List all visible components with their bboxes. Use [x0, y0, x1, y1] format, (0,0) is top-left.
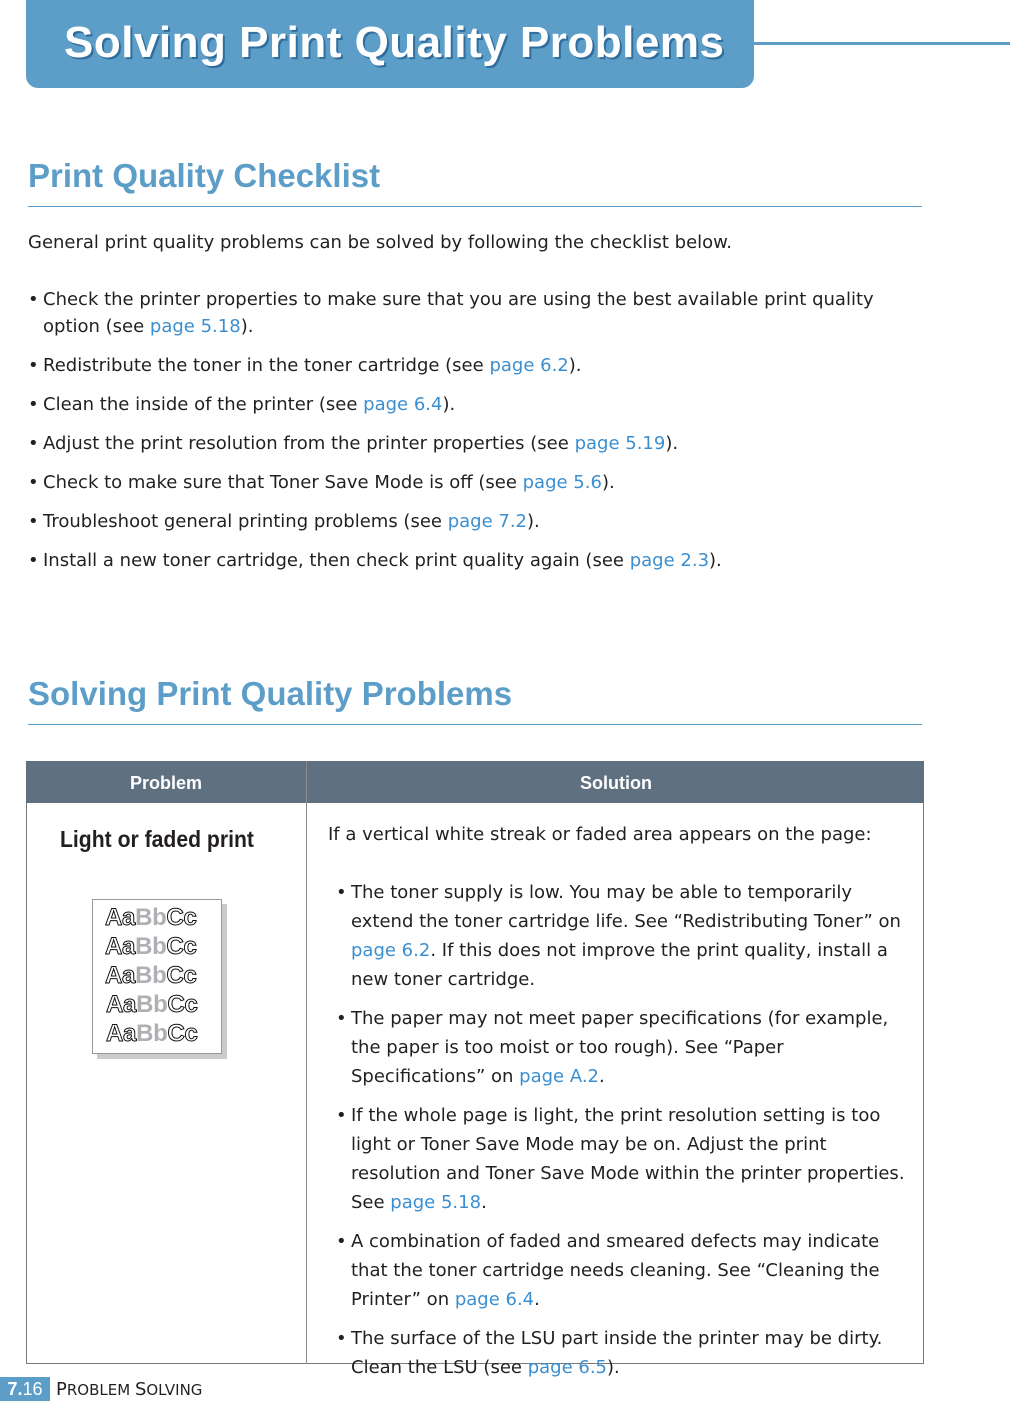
checklist-intro: General print quality problems can be solved by following the checklist below. [28, 232, 732, 253]
page-link[interactable]: page 2.3 [629, 550, 710, 571]
column-divider [306, 761, 307, 1364]
solution-item: • The surface of the LSU part inside the printer may be dirty. Clean the LSU (see page 6.5). [336, 1324, 916, 1382]
page-link[interactable]: page 6.4 [454, 1289, 535, 1310]
sample-line: AaBbCc [105, 933, 197, 960]
solution-item: • The toner supply is low. You may be able to temporarily extend the toner cartridge life. See “Redistributing Toner” on page 6.2. If this does not improve the print quality, install a new toner cartridge. [336, 878, 916, 994]
sample-line: AaBbCc [106, 991, 198, 1018]
solution-item: • A combination of faded and smeared defects may indicate that the toner cartridge needs cleaning. See “Cleaning the Printer” on page 6.4. [336, 1227, 916, 1314]
problems-rule [28, 724, 922, 725]
page-link[interactable]: page A.2 [519, 1066, 599, 1087]
sample-line: AaBbCc [105, 962, 197, 989]
checklist-item: • Troubleshoot general printing problems (see page 7.2). [28, 508, 918, 535]
problem-label: Light or faded print [60, 826, 254, 852]
page-link[interactable]: page 6.2 [351, 940, 431, 961]
sample-line: AaBbCc [106, 1020, 198, 1047]
column-header-problem: Problem [129, 773, 203, 793]
table-header [26, 761, 924, 803]
page-link[interactable]: page 5.18 [149, 316, 241, 337]
checklist-item: • Check to make sure that Toner Save Mode is off (see page 5.6). [28, 469, 918, 496]
solution-intro: If a vertical white streak or faded area appears on the page: [328, 824, 872, 845]
solution-item: • The paper may not meet paper specifications (for example, the paper is too moist or too rough). See “Paper Specifications” on page A.2. [336, 1004, 916, 1091]
checklist-heading: Print Quality Checklist [28, 157, 381, 194]
checklist-item: • Adjust the print resolution from the printer properties (see page 5.19). [28, 430, 918, 457]
chapter-name: PROBLEM SOLVING [56, 1379, 203, 1400]
checklist-rule [28, 206, 922, 207]
page-link[interactable]: page 6.5 [527, 1357, 607, 1378]
sample-page [92, 899, 222, 1054]
checklist-item: • Install a new toner cartridge, then check print quality again (see page 2.3). [28, 547, 918, 574]
solution-item: • If the whole page is light, the print resolution setting is too light or Toner Save Mode may be on. Adjust the print resolution and Toner Save Mode within the printer properties. See page 5.18. [336, 1101, 916, 1217]
page-link[interactable]: page 7.2 [447, 511, 528, 532]
sample-line: AaBbCc [105, 904, 197, 931]
checklist [28, 286, 918, 586]
checklist-item: • Check the printer properties to make sure that you are using the best available print quality option (see page 5.18). [28, 286, 918, 340]
page-title: Solving Print Quality Problems [64, 18, 725, 67]
checklist-item: • Redistribute the toner in the toner cartridge (see page 6.2). [28, 352, 918, 379]
problems-heading: Solving Print Quality Problems [28, 675, 513, 712]
faded-print-sample [92, 899, 227, 1059]
page-link[interactable]: page 5.19 [574, 433, 666, 454]
solution-list [336, 878, 916, 1392]
page-number: 7.16 [0, 1377, 50, 1401]
column-header-solution: Solution [580, 773, 652, 793]
page-link[interactable]: page 5.18 [390, 1192, 482, 1213]
page-link[interactable]: page 5.6 [522, 472, 602, 493]
page-link[interactable]: page 6.4 [363, 394, 443, 415]
checklist-item: • Clean the inside of the printer (see page 6.4). [28, 391, 918, 418]
page-link[interactable]: page 6.2 [489, 355, 569, 376]
